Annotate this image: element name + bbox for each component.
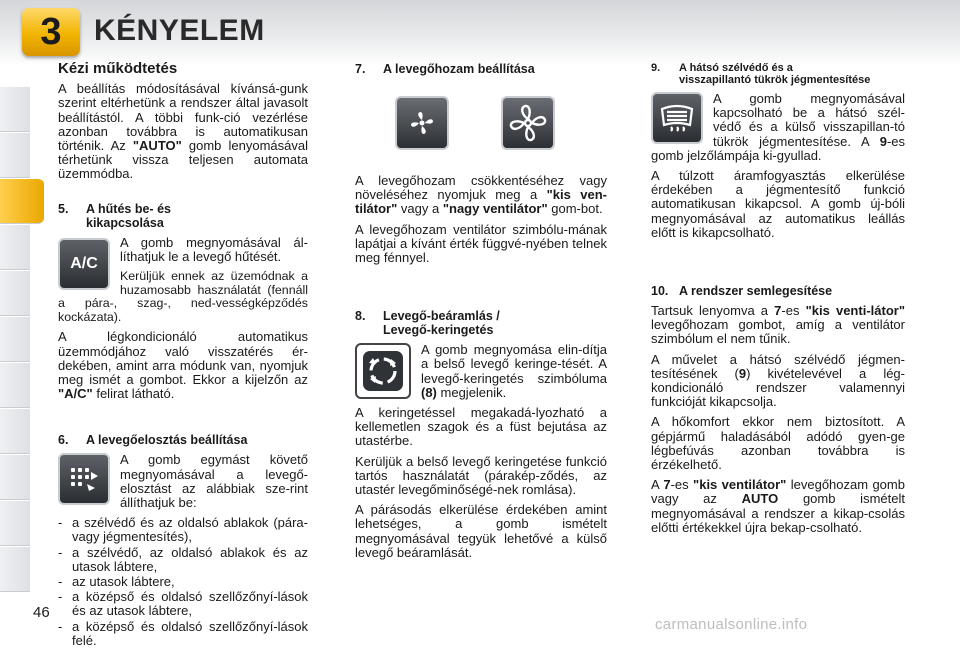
chapter-tab <box>0 362 30 408</box>
list-item: - a szélvédő és az oldalsó ablakok (pára- vagy jégmentesítés), <box>58 516 308 544</box>
column-1 <box>58 62 308 649</box>
section-8-text-4: A párásodás elkerülése érdekében amint lehetséges, a gomb ismételt megnyomásával tegyük lehetővé a külső levegő beáramlását. <box>355 502 607 560</box>
section-5-text: A gomb megnyomásával ál-líthatjuk le a levegő hűtését. <box>120 234 308 264</box>
section-10-text: Tartsuk lenyomva a 7-es "kis venti-látor" levegőhozam gombot, amíg a ventilátor szimbólum el nem tűnik. <box>651 303 905 347</box>
section-heading-manual: Kézi működtetés <box>58 60 178 77</box>
large-fan-icon <box>501 96 555 150</box>
page-title: KÉNYELEM <box>94 14 265 47</box>
chapter-tab <box>0 132 30 178</box>
chapter-tab <box>0 408 30 454</box>
section-9-heading: 9. A hátsó szélvédő és a visszapillantó tükrök jégmentesítése <box>651 62 871 86</box>
chapter-tab <box>0 500 30 546</box>
section-5-heading: 5. A hűtés be- és kikapcsolása <box>58 201 171 230</box>
chapter-tab <box>0 454 30 500</box>
chapter-tab <box>0 86 30 132</box>
distribution-options-list <box>58 516 308 648</box>
ac-button-icon: A/C <box>58 238 110 290</box>
chapter-badge: 3 <box>22 8 80 56</box>
section-5-text-2: A légkondicionáló automatikus üzemmódjához való visszatérés ér-dekében, amint arra módunk van, nyomjuk meg ismét a gombot. Ekkor a kijelzőn az "A/C" felirat látható. <box>58 329 308 402</box>
section-10-text-4: A 7-es "kis ventilátor" levegőhozam gomb vagy az AUTO gomb ismételt megnyomásával a rendszer a kikap-csolás előtti értékekkel újra bekap-csolható. <box>651 477 905 535</box>
list-item: - a középső és oldalsó szellőzőnyí-lások és az utasok lábtere, <box>58 590 308 618</box>
section-9-text: A gomb megnyomásával kapcsolható be a hátsó szél-védő és a külső visszapillan-tó tükrök jégmentesítése. A 9-es gomb jelzőlámpája ki-gyullad. <box>651 91 905 163</box>
section-8-text-2: A keringetéssel megakadá-lyozható a kellemetlen szagok és a füst bejutása az utastérbe. <box>355 405 607 449</box>
list-item: - a középső és oldalsó szellőzőnyí-lások felé. <box>58 620 308 648</box>
section-5-warning: Kerüljük ennek az üzemódnak a huzamosabb használatát (fennáll a pára-, szag-, ned-vességképződés kockázata). <box>58 269 308 324</box>
section-6-heading: 6. A levegőelosztás beállítása <box>58 433 248 448</box>
section-8-heading: 8. Levegő-beáramlás / Levegő-keringetés <box>355 309 500 338</box>
small-fan-icon <box>395 96 449 150</box>
section-9-text-2: A túlzott áramfogyasztás elkerülése érdekében a jégmentesítő funkció automatikusan kikapcsol. A gomb új-bóli megnyomásával az automatikus leállás előtt is kikapcsolható. <box>651 168 905 240</box>
section-10-text-3: A hőkomfort ekkor nem biztosított. A gépjármű haladásából adódó gyen-ge légbefúvás azonban továbbra is érzékelhető. <box>651 414 905 473</box>
air-distribution-icon <box>58 453 110 505</box>
recirculation-icon <box>355 343 411 399</box>
section-8-text: A gomb megnyomása elin-dítja a belső levegő keringe-tését. A levegő-keringetés szimbóluma (8) megjelenik. <box>421 342 607 400</box>
section-8-text-3: Kerüljük a belső levegő keringetése funkció tartós használatát (párakép-ződés, az utastér levegőminőségé-nek romlása). <box>355 453 607 498</box>
fan-buttons-row <box>395 96 607 150</box>
chapter-tab <box>0 316 30 362</box>
intro-paragraph: A beállítás módosításával kívánsá-gunk szerint eltérhetünk a rendszer által javasolt beállítástól. A többi funk-ció vezérlése azonban továbbra is automatikusan történik. Az "AUTO" gomb lenyomásával térhetünk vissza teljesen automata üzemmódba. <box>58 81 308 182</box>
section-6-text: A gomb egymást követő megnyomásával a levegő-elosztást az alábbiak sze-rint állíthatjuk be: <box>120 452 308 511</box>
list-item: - a szélvédő, az oldalsó ablakok és az utasok lábtere, <box>58 546 308 574</box>
section-7-heading: 7. A levegőhozam beállítása <box>355 62 535 76</box>
section-7-text: A levegőhozam csökkentéséhez vagy növeléséhez nyomjuk meg a "kis ven-tilátor" vagy a "nagy ventilátor" gom-bot. <box>355 173 607 217</box>
section-7-text-2: A levegőhozam ventilátor szimbólu-mának lapátjai a kívánt érték függvé-nyében telnek meg fénnyel. <box>355 221 607 266</box>
column-3 <box>651 62 905 541</box>
chapter-tab-active <box>0 178 44 224</box>
chapter-tab <box>0 546 30 592</box>
section-10-heading: 10. A rendszer semlegesítése <box>651 284 833 299</box>
chapter-tab <box>0 270 30 316</box>
chapter-tab <box>0 224 30 270</box>
list-item: - az utasok lábtere, <box>58 575 308 589</box>
rear-defrost-icon <box>651 92 703 144</box>
section-10-text-2: A művelet a hátsó szélvédő jégmen-tesítésének (9) kivételevével a lég-kondicionáló rendszer valamennyi funkcióját kikapcsolja. <box>651 351 905 410</box>
chapter-tab-strip <box>0 86 30 592</box>
page-number: 46 <box>33 604 50 621</box>
watermark: carmanualsonline.info <box>655 616 808 633</box>
column-2 <box>355 62 607 566</box>
